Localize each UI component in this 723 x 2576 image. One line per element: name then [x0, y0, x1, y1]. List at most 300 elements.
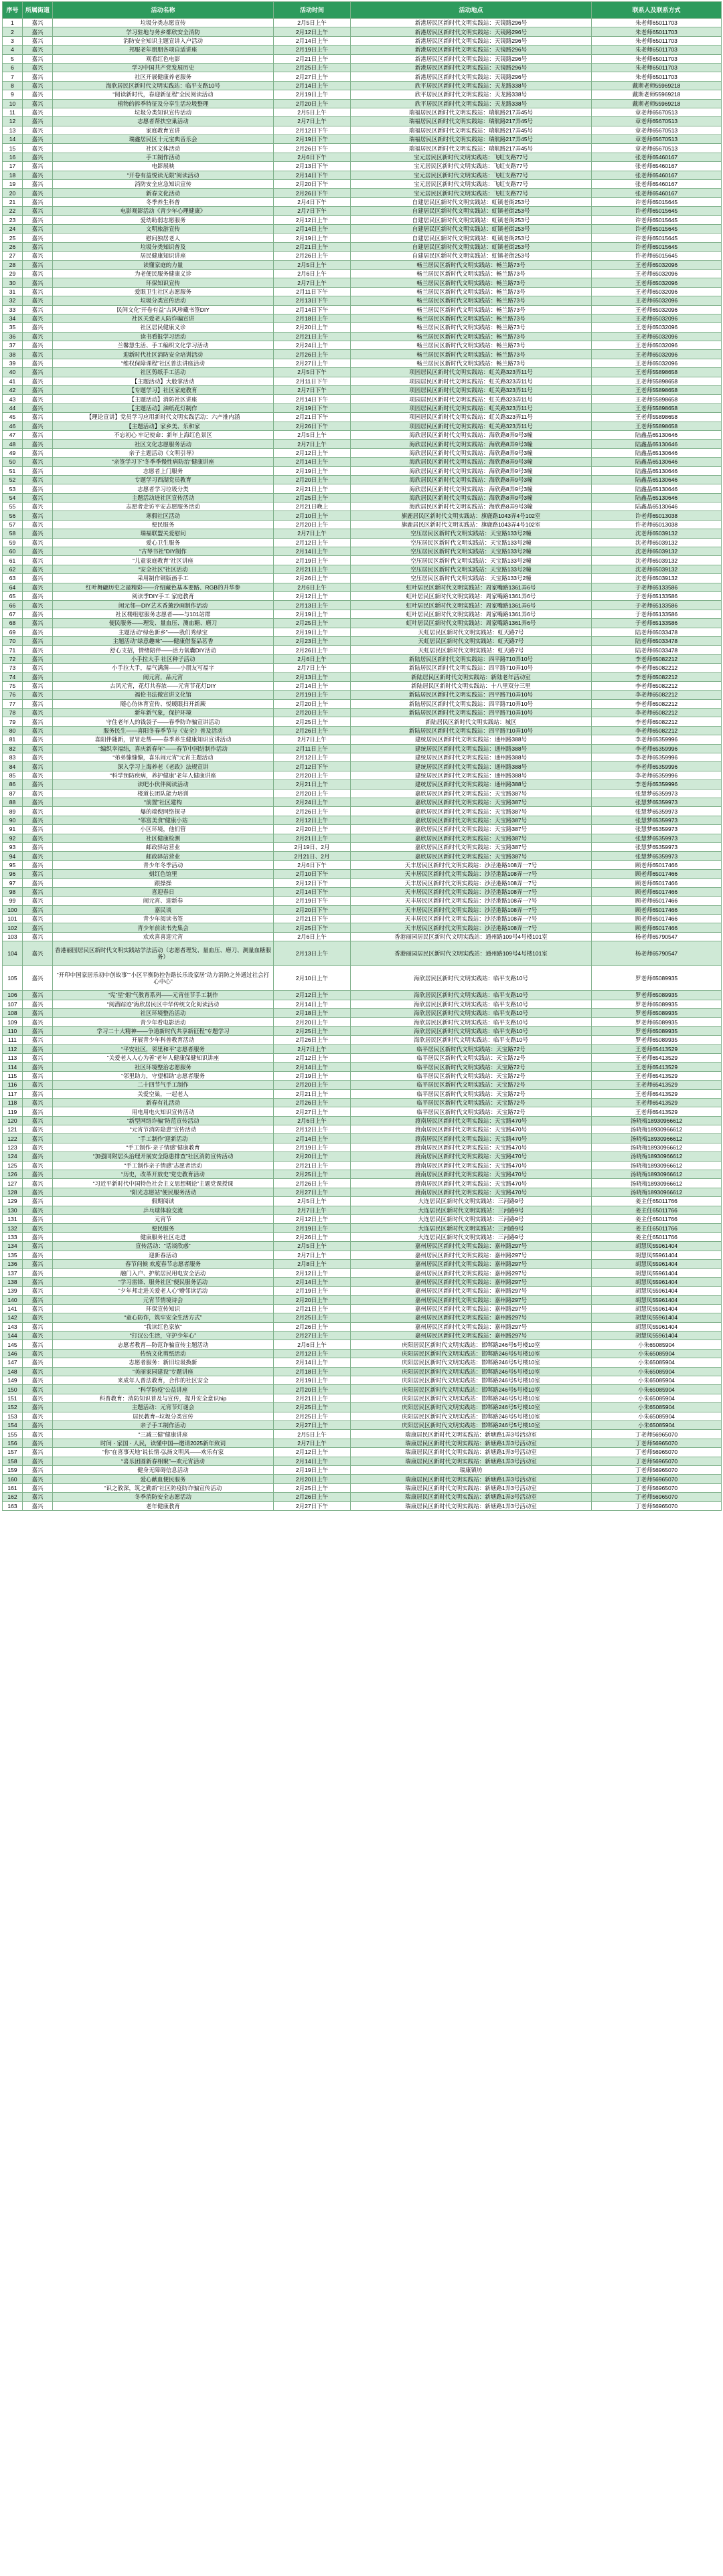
table-row — [3, 1483, 722, 1492]
cell-index: 80 — [3, 726, 23, 735]
cell-contact: 于老师65133586 — [592, 610, 722, 618]
cell-street: 嘉兴 — [23, 1000, 53, 1008]
cell-index: 71 — [3, 646, 23, 654]
cell-street: 嘉兴 — [23, 81, 53, 90]
cell-street: 嘉兴 — [23, 726, 53, 735]
cell-contact: 胡慧凤55961404 — [592, 1295, 722, 1304]
cell-contact: 杨老师65790547 — [592, 941, 722, 966]
cell-activity-name: 环保宣传知识 — [53, 1304, 274, 1313]
cell-index: 13 — [3, 126, 23, 134]
cell-activity-location: 瑞康居民区新时代文明实践站：新塘路1弄3号活动室 — [351, 1439, 592, 1447]
cell-activity-name: “阅潜踪迹”海欣居民区中华传统文化阅读活动 — [53, 1000, 274, 1008]
cell-street: 嘉兴 — [23, 224, 53, 233]
cell-activity-name: 随心仿体育宣传、悦暖眼扫开新蕨 — [53, 699, 274, 708]
cell-street: 嘉兴 — [23, 1439, 53, 1447]
cell-contact: 章老师65670513 — [592, 117, 722, 126]
cell-activity-location: 临平居民区新时代文明实践站：天宝路72号 — [351, 1107, 592, 1116]
cell-activity-time: 2月21日、2月 — [274, 852, 351, 860]
cell-street: 嘉兴 — [23, 860, 53, 869]
cell-index: 35 — [3, 323, 23, 332]
table-row — [3, 1403, 722, 1412]
table-row — [3, 565, 722, 573]
cell-activity-name: “亲签学习下“冬季季慢性病防治”健康讲座 — [53, 458, 274, 466]
cell-activity-name: 红叶舞翩历史之最精彩——介绍藏色基本要路、RGB的升华参 — [53, 583, 274, 591]
cell-contact: 王老师65032096 — [592, 296, 722, 305]
cell-activity-name: 志愿者上门服务 — [53, 466, 274, 475]
cell-activity-time: 2月19日下午 — [274, 135, 351, 144]
cell-street: 嘉兴 — [23, 19, 53, 27]
cell-index: 122 — [3, 1134, 23, 1143]
cell-activity-location: 宝元居民区新时代文明实践站：飞虹支路77号 — [351, 153, 592, 161]
table-row — [3, 458, 722, 466]
cell-index: 8 — [3, 81, 23, 90]
cell-activity-location: 临平居民区新时代文明实践站：天宝路72号 — [351, 1089, 592, 1098]
cell-index: 87 — [3, 789, 23, 798]
cell-activity-location: 庆阳居民区新时代文明实践站：邯郸路246号5号楼10室 — [351, 1385, 592, 1394]
cell-activity-location: 新陆居民区新时代文明实践站：四平路710弄10号 — [351, 726, 592, 735]
cell-activity-name: 小手拉大手，福气满满——小朋友写福字 — [53, 664, 274, 672]
cell-street: 嘉兴 — [23, 1367, 53, 1376]
cell-activity-location: 庆阳居民区新时代文明实践站：邯郸路246号5号楼10室 — [351, 1412, 592, 1420]
cell-activity-location: 海欣居民区新时代文明实践站：临平支路10号 — [351, 1026, 592, 1035]
cell-contact: 姜主任65011766 — [592, 1206, 722, 1214]
cell-index: 3 — [3, 36, 23, 45]
cell-activity-time: 2月27日下午 — [274, 1501, 351, 1510]
cell-street: 嘉兴 — [23, 1125, 53, 1134]
cell-activity-time: 2月12日下午 — [274, 879, 351, 887]
cell-street: 嘉兴 — [23, 1322, 53, 1331]
cell-activity-location: 香港丽园居民区新时代文明实践站：通州路109号4号楼101室 — [351, 932, 592, 941]
cell-activity-location: 嘉欣居民区新时代文明实践站：天宝路387号 — [351, 852, 592, 860]
cell-index: 9 — [3, 90, 23, 99]
cell-street: 嘉兴 — [23, 520, 53, 529]
table-row — [3, 215, 722, 224]
cell-street: 嘉兴 — [23, 1287, 53, 1295]
table-row — [3, 260, 722, 269]
cell-activity-name: 社区文化志愿服务活动 — [53, 440, 274, 448]
cell-activity-name: 社区居民健康义诊 — [53, 323, 274, 332]
cell-activity-location: 新港居民区新时代文明实践站：天镜路296号 — [351, 27, 592, 36]
cell-activity-name: 古风元宵，花灯共春浓——元宵节花灯DIY — [53, 681, 274, 690]
cell-activity-time: 2月13日上午 — [274, 941, 351, 966]
table-row — [3, 842, 722, 851]
cell-index: 4 — [3, 45, 23, 54]
cell-activity-name: “古琴书社”DIY制作 — [53, 547, 274, 556]
table-row — [3, 1475, 722, 1483]
cell-index: 149 — [3, 1376, 23, 1385]
cell-activity-name: 不忘初心 牢记使命：新年上海红色景区 — [53, 430, 274, 439]
cell-index: 135 — [3, 1251, 23, 1259]
cell-index: 128 — [3, 1188, 23, 1196]
cell-activity-name: “宪”星“烟”气教育系列——元宵佳节手工制作 — [53, 991, 274, 1000]
cell-activity-location: 海欣居民区新时代文明实践站：海欣路8弄9号3幢 — [351, 458, 592, 466]
cell-activity-location: 海欣居民区新时代文明实践站：临平支路10号 — [351, 1000, 592, 1008]
cell-activity-location: 嘉州居民区新时代文明实践站：嘉州路297号 — [351, 1304, 592, 1313]
cell-index: 28 — [3, 260, 23, 269]
cell-index: 125 — [3, 1161, 23, 1170]
cell-activity-location: 新陆居民区新时代文明实践站：四平路710弄10号 — [351, 664, 592, 672]
cell-activity-name: “打汉公生活，守护少年心” — [53, 1331, 274, 1340]
cell-street: 嘉兴 — [23, 269, 53, 278]
cell-street: 嘉兴 — [23, 966, 53, 991]
cell-activity-name: 采用制作铜版画手工 — [53, 574, 274, 583]
cell-activity-time: 2月10日上午 — [274, 966, 351, 991]
cell-contact: 王老师65032096 — [592, 359, 722, 367]
cell-activity-location: 嘉州居民区新时代文明实践站：嘉州路297号 — [351, 1251, 592, 1259]
cell-activity-name: 二十四节气手工制作 — [53, 1081, 274, 1089]
cell-street: 嘉兴 — [23, 430, 53, 439]
cell-index: 91 — [3, 825, 23, 834]
cell-activity-location: 渡南居民区新时代文明实践站：天宝路470号 — [351, 1161, 592, 1170]
cell-activity-time: 2月21日上午 — [274, 332, 351, 341]
cell-contact: 小朱65085904 — [592, 1403, 722, 1412]
cell-street: 嘉兴 — [23, 717, 53, 726]
cell-activity-time: 2月20日上午 — [274, 1081, 351, 1089]
cell-index: 70 — [3, 636, 23, 645]
cell-activity-name: 用电用电火知识宣传活动 — [53, 1107, 274, 1116]
table-row — [3, 377, 722, 385]
cell-activity-time: 2月26日上午 — [274, 1036, 351, 1044]
cell-activity-location: 自建居民区新时代文明实践站：虹镇老街253号 — [351, 207, 592, 215]
table-row — [3, 422, 722, 430]
cell-index: 158 — [3, 1457, 23, 1465]
cell-activity-location: 瑞康居民区新时代文明实践站：新塘路1弄3号活动室 — [351, 1483, 592, 1492]
cell-index: 65 — [3, 592, 23, 601]
cell-activity-name: “邻富美食”健康小站 — [53, 816, 274, 824]
table-row — [3, 1242, 722, 1251]
cell-street: 嘉兴 — [23, 753, 53, 762]
cell-index: 11 — [3, 108, 23, 116]
cell-activity-time: 2月26日上午 — [274, 726, 351, 735]
cell-contact: 李老师65082212 — [592, 699, 722, 708]
cell-index: 107 — [3, 1000, 23, 1008]
cell-contact: 张慧梦65359973 — [592, 852, 722, 860]
cell-contact: 小朱65085904 — [592, 1385, 722, 1394]
cell-street: 嘉兴 — [23, 153, 53, 161]
cell-activity-time: 2月13日下午 — [274, 162, 351, 171]
table-row — [3, 681, 722, 690]
cell-contact: 姜主任65011766 — [592, 1197, 722, 1206]
cell-activity-location: 新港居民区新时代文明实践站：天镜路296号 — [351, 72, 592, 81]
cell-activity-name: 喜迎春日 — [53, 887, 274, 896]
cell-activity-time: 2月13日下午 — [274, 296, 351, 305]
cell-contact: 李老师65359996 — [592, 753, 722, 762]
cell-contact: 许老师65015645 — [592, 207, 722, 215]
table-row — [3, 991, 722, 1000]
cell-contact: 沈老师65039132 — [592, 538, 722, 547]
cell-contact: 汤晓梅18930966612 — [592, 1170, 722, 1179]
cell-index: 74 — [3, 672, 23, 681]
cell-index: 127 — [3, 1179, 23, 1188]
table-row — [3, 72, 722, 81]
cell-street: 嘉兴 — [23, 359, 53, 367]
cell-activity-time: 2月21日上午 — [274, 242, 351, 251]
cell-activity-time: 2月19日上午 — [274, 45, 351, 54]
cell-contact: 丁老师56965070 — [592, 1430, 722, 1439]
table-row — [3, 852, 722, 860]
cell-activity-location: 海欣居民区新时代文明实践站：海欣路8弄9号3幢 — [351, 448, 592, 457]
cell-street: 嘉兴 — [23, 252, 53, 260]
cell-activity-location: 天丰居民区新时代文明实践站：沙泾港路108弄一7号 — [351, 897, 592, 905]
cell-street: 嘉兴 — [23, 305, 53, 314]
cell-street: 嘉兴 — [23, 350, 53, 359]
cell-activity-location: 虹叶居民区新时代文明实践站：周家嘴路1361弄6号 — [351, 619, 592, 628]
cell-index: 119 — [3, 1107, 23, 1116]
cell-activity-location: 畅兰居民区新时代文明实践站：畅兰路73号 — [351, 323, 592, 332]
cell-contact: 王老师65032096 — [592, 332, 722, 341]
cell-index: 20 — [3, 189, 23, 197]
cell-index: 109 — [3, 1018, 23, 1026]
cell-activity-name: 新春有礼活动 — [53, 1098, 274, 1107]
header-contact: 联系人及联系方式 — [592, 2, 722, 19]
cell-street: 嘉兴 — [23, 1152, 53, 1161]
cell-activity-time: 2月25日上午 — [274, 1483, 351, 1492]
cell-activity-time: 2月5日上午 — [274, 108, 351, 116]
cell-activity-name: 【主题活动】家乡美、乐和家 — [53, 422, 274, 430]
cell-activity-location: 新陆居民区新时代文明实践站：四平路710弄10号 — [351, 691, 592, 699]
cell-contact: 王老师55898658 — [592, 422, 722, 430]
table-row — [3, 897, 722, 905]
cell-street: 嘉兴 — [23, 1018, 53, 1026]
cell-contact: 小朱65085904 — [592, 1349, 722, 1358]
table-row — [3, 966, 722, 991]
cell-contact: 李老师65359996 — [592, 780, 722, 789]
cell-activity-location: 瑞康居民区新时代文明实践站：新塘路1弄3号活动室 — [351, 1501, 592, 1510]
cell-activity-location: 海欣居民区新时代文明实践站：海欣路8弄9号3幢 — [351, 502, 592, 511]
cell-activity-location: 畅兰居民区新时代文明实践站：畅兰路73号 — [351, 269, 592, 278]
cell-street: 嘉兴 — [23, 905, 53, 914]
cell-activity-name: 阅读季DIY手工 家庭教育 — [53, 592, 274, 601]
cell-activity-location: 嘉欣居民区新时代文明实践站：天宝路387号 — [351, 816, 592, 824]
cell-activity-location: 天虹居民区新时代文明实践站：虹天路7号 — [351, 628, 592, 636]
cell-activity-location: 瑞福居民区新时代文明实践站：瑞航路217弄45号 — [351, 117, 592, 126]
cell-activity-time: 2月5日上午 — [274, 260, 351, 269]
cell-index: 115 — [3, 1071, 23, 1080]
cell-index: 12 — [3, 117, 23, 126]
cell-activity-time: 2月12日上午 — [274, 1269, 351, 1277]
cell-activity-location: 嘉州居民区新时代文明实践站：嘉州路297号 — [351, 1287, 592, 1295]
cell-index: 93 — [3, 842, 23, 851]
cell-contact: 胡慧凤55961404 — [592, 1269, 722, 1277]
cell-index: 37 — [3, 341, 23, 350]
cell-index: 62 — [3, 565, 23, 573]
cell-index: 142 — [3, 1313, 23, 1322]
cell-activity-time: 2月23日上午 — [274, 636, 351, 645]
cell-activity-location: 嘉欣居民区新时代文明实践站：天宝路387号 — [351, 798, 592, 806]
cell-activity-location: 天虹居民区新时代文明实践站：虹天路7号 — [351, 636, 592, 645]
cell-contact: 李老师65082212 — [592, 691, 722, 699]
cell-activity-location: 畅兰居民区新时代文明实践站：畅兰路73号 — [351, 332, 592, 341]
table-row — [3, 1232, 722, 1241]
cell-index: 50 — [3, 458, 23, 466]
cell-activity-location: 嘉欣居民区新时代文明实践站：天宝路387号 — [351, 842, 592, 851]
cell-index: 21 — [3, 197, 23, 206]
cell-street: 嘉兴 — [23, 842, 53, 851]
cell-index: 133 — [3, 1232, 23, 1241]
cell-index: 78 — [3, 709, 23, 717]
cell-contact: 张慧梦65359973 — [592, 834, 722, 842]
table-row — [3, 1430, 722, 1439]
table-row — [3, 323, 722, 332]
cell-activity-name: “新型网络诈骗”防范宣传活动 — [53, 1116, 274, 1125]
cell-street: 嘉兴 — [23, 798, 53, 806]
cell-street: 嘉兴 — [23, 466, 53, 475]
table-body — [3, 19, 722, 1511]
cell-activity-name: 亲子主题活动《文明引导》 — [53, 448, 274, 457]
cell-activity-name: 闹元宵、迎新春 — [53, 897, 274, 905]
cell-contact: 戴斯老师55969218 — [592, 81, 722, 90]
cell-index: 69 — [3, 628, 23, 636]
cell-activity-location: 项园居民区新时代文明实践站：虹关路323弄11号 — [351, 403, 592, 412]
table-row — [3, 1349, 722, 1358]
cell-contact: 于老师65133586 — [592, 592, 722, 601]
cell-contact: 许老师65015645 — [592, 252, 722, 260]
cell-activity-name: “阅读新时代，春迎新征程”全民阅读活动 — [53, 90, 274, 99]
cell-street: 嘉兴 — [23, 260, 53, 269]
cell-activity-time: 2月26日上午 — [274, 252, 351, 260]
cell-index: 147 — [3, 1358, 23, 1367]
cell-street: 嘉兴 — [23, 1116, 53, 1125]
cell-activity-location: 虹叶居民区新时代文明实践站：周家嘴路1361弄6号 — [351, 610, 592, 618]
cell-street: 嘉兴 — [23, 448, 53, 457]
cell-activity-location: 畅兰居民区新时代文明实践站：畅兰路73号 — [351, 278, 592, 287]
table-row — [3, 1188, 722, 1196]
cell-activity-location: 临平居民区新时代文明实践站：天宝路72号 — [351, 1063, 592, 1071]
cell-index: 89 — [3, 807, 23, 816]
cell-contact: 王老师55898658 — [592, 377, 722, 385]
cell-activity-time: 2月7日上午 — [274, 1251, 351, 1259]
cell-index: 41 — [3, 377, 23, 385]
cell-activity-location: 海欣居民区新时代文明实践站：海欣路8弄9号3幢 — [351, 484, 592, 493]
cell-activity-name: 冬季消防安全志愿活动 — [53, 1493, 274, 1501]
cell-contact: 张慧梦65359973 — [592, 798, 722, 806]
cell-contact: 胡慧凤55961404 — [592, 1277, 722, 1286]
table-row — [3, 1098, 722, 1107]
cell-index: 51 — [3, 466, 23, 475]
cell-contact: 汤晓梅18930966612 — [592, 1134, 722, 1143]
cell-street: 嘉兴 — [23, 1475, 53, 1483]
cell-activity-location: 宝元居民区新时代文明实践站：飞虹支路77号 — [351, 180, 592, 189]
cell-street: 嘉兴 — [23, 234, 53, 242]
cell-activity-time: 2月12日上午 — [274, 753, 351, 762]
cell-activity-name: 志愿者教育—防范诈骗宣传主题活动 — [53, 1340, 274, 1349]
table-row — [3, 780, 722, 789]
cell-contact: 胡慧凤55961404 — [592, 1242, 722, 1251]
cell-street: 嘉兴 — [23, 771, 53, 779]
table-row — [3, 1071, 722, 1080]
cell-street: 嘉兴 — [23, 636, 53, 645]
cell-activity-name: 爆的端倪网络探寻 — [53, 807, 274, 816]
cell-activity-name: 闲元邻—DIY艺术香薰沙画制作活动 — [53, 601, 274, 610]
table-row — [3, 1259, 722, 1268]
cell-activity-location: 天丰居民区新时代文明实践站：沙泾港路108弄一7号 — [351, 870, 592, 879]
cell-index: 14 — [3, 135, 23, 144]
cell-street: 嘉兴 — [23, 991, 53, 1000]
cell-activity-location: 临平居民区新时代文明实践站：天宝路72号 — [351, 1044, 592, 1053]
cell-activity-location: 瑞康镇坊 — [351, 1465, 592, 1474]
cell-contact: 陆鑫晶65130646 — [592, 430, 722, 439]
table-row — [3, 592, 722, 601]
cell-contact: 小朱65085904 — [592, 1340, 722, 1349]
cell-street: 嘉兴 — [23, 672, 53, 681]
cell-activity-location: 庆阳居民区新时代文明实践站：邯郸路246号5号楼10室 — [351, 1340, 592, 1349]
cell-index: 118 — [3, 1098, 23, 1107]
cell-street: 嘉兴 — [23, 171, 53, 179]
cell-contact: 汤晓梅18930966612 — [592, 1125, 722, 1134]
cell-street: 嘉兴 — [23, 1394, 53, 1402]
cell-street: 嘉兴 — [23, 1179, 53, 1188]
cell-activity-location: 新陆居民区新时代文明实践站：十八里双分三里 — [351, 681, 592, 690]
cell-activity-time: 2月12日上午 — [274, 816, 351, 824]
table-row — [3, 278, 722, 287]
cell-activity-time: 2月7日上午 — [274, 440, 351, 448]
cell-index: 49 — [3, 448, 23, 457]
cell-index: 17 — [3, 162, 23, 171]
table-row — [3, 368, 722, 377]
cell-activity-time: 2月20日上午 — [274, 789, 351, 798]
cell-activity-location: 嘉州居民区新时代文明实践站：嘉州路297号 — [351, 1295, 592, 1304]
cell-contact: 王老师65032096 — [592, 269, 722, 278]
cell-index: 58 — [3, 529, 23, 538]
cell-contact: 沈老师65039132 — [592, 529, 722, 538]
cell-activity-location: 新港居民区新时代文明实践站：天镜路296号 — [351, 45, 592, 54]
cell-activity-name: “美丽家园建设”专题讲座 — [53, 1367, 274, 1376]
cell-activity-location: 新陆居民区新时代文明实践站：四平路710弄10号 — [351, 654, 592, 663]
cell-contact: 小朱65085904 — [592, 1420, 722, 1429]
cell-street: 嘉兴 — [23, 547, 53, 556]
cell-contact: 王老师65413529 — [592, 1089, 722, 1098]
cell-street: 嘉兴 — [23, 1242, 53, 1251]
cell-street: 嘉兴 — [23, 897, 53, 905]
cell-street: 嘉兴 — [23, 413, 53, 422]
cell-activity-name: 读懂家庭的力量 — [53, 260, 274, 269]
cell-activity-time: 2月14日下午 — [274, 395, 351, 403]
cell-contact: 丁老师56965070 — [592, 1439, 722, 1447]
cell-activity-name: 深入学习上海养老《老政》法规宣讲 — [53, 762, 274, 771]
cell-activity-time: 2月8日上午 — [274, 1259, 351, 1268]
cell-street: 嘉兴 — [23, 36, 53, 45]
cell-street: 嘉兴 — [23, 162, 53, 171]
cell-contact: 王老师65413529 — [592, 1107, 722, 1116]
cell-activity-time: 2月19日上午 — [274, 628, 351, 636]
cell-activity-name: “弟弟慷慷慷，喜乐闹元宵”元宵主题活动 — [53, 753, 274, 762]
cell-activity-location: 项园居民区新时代文明实践站：虹关路323弄11号 — [351, 377, 592, 385]
cell-activity-time: 2月26日上午 — [274, 1322, 351, 1331]
cell-street: 嘉兴 — [23, 1089, 53, 1098]
cell-street: 嘉兴 — [23, 1331, 53, 1340]
cell-activity-name: 福伦书法微宣讲文化馆 — [53, 691, 274, 699]
cell-street: 嘉兴 — [23, 332, 53, 341]
cell-street: 嘉兴 — [23, 1412, 53, 1420]
cell-activity-name: 居民健康知识讲座 — [53, 252, 274, 260]
cell-index: 120 — [3, 1116, 23, 1125]
cell-contact: 朱老师65011703 — [592, 45, 722, 54]
cell-activity-time: 2月11日下午 — [274, 287, 351, 296]
table-row — [3, 1044, 722, 1053]
cell-activity-name: 主题活动“绿色新乡”——我们秀绿宝 — [53, 628, 274, 636]
table-row — [3, 691, 722, 699]
cell-activity-time: 2月25日上午 — [274, 63, 351, 72]
cell-activity-name: “手工制作”迎新活动 — [53, 1134, 274, 1143]
cell-street: 嘉兴 — [23, 1385, 53, 1394]
cell-contact: 汤晓梅18930966612 — [592, 1179, 722, 1188]
cell-activity-name: 为老便民服务健康义诊 — [53, 269, 274, 278]
cell-index: 123 — [3, 1143, 23, 1152]
cell-activity-location: 空压居民区新时代文明实践站：天宝路133号2幢 — [351, 574, 592, 583]
cell-activity-location: 大连居民区新时代文明实践站：三河路9号 — [351, 1206, 592, 1214]
cell-street: 嘉兴 — [23, 1430, 53, 1439]
cell-contact: 许老师65015645 — [592, 224, 722, 233]
